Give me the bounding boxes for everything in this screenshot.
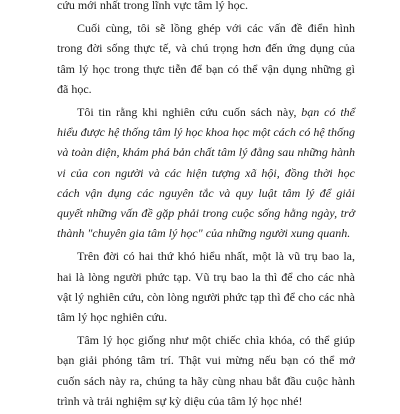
paragraph-0-text: cứu mới nhất trong lĩnh vực tâm lý học. <box>57 0 248 12</box>
paragraph-0 <box>57 0 355 15</box>
paragraph-2 <box>57 102 355 243</box>
book-page-text <box>57 0 355 414</box>
paragraph-1 <box>57 18 355 99</box>
paragraph-2-text: Tôi tin rằng khi nghiên cứu cuốn sách này, <box>77 105 302 120</box>
paragraph-1-text: Cuối cùng, tôi sẽ lồng ghép với các vấn đề điển hình trong đời sống thực tế, và chú trọng hơn đến ứng dụng của tâm lý học trong thực tiễn để bạn có thể vận dụng những gì đã học. <box>57 21 355 96</box>
paragraph-4 <box>57 330 355 411</box>
paragraph-3-text: Trên đời có hai thứ khó hiểu nhất, một là vũ trụ bao la, hai là lòng người phức tạp. Vũ trụ bao la thì để cho các nhà vật lý nghiên cứu, còn lòng người phức tạp thì để cho các nhà tâm lý học nghiên cứu. <box>57 249 355 325</box>
paragraph-3 <box>57 246 355 327</box>
paragraph-4-text: Tâm lý học giống như một chiếc chìa khóa, có thể giúp bạn giải phóng tâm trí. Thật vui mừng nếu bạn có thể mở cuốn sách này ra, chúng ta hãy cùng nhau bắt đầu cuộc hành trình và trải nghiệm sự kỳ diệu của tâm lý học nhé! <box>57 333 355 408</box>
paragraph-2-italic-text: bạn có thể hiểu được hệ thống tâm lý học khoa học một cách có hệ thống và toàn diện, khám phá bản chất tâm lý đằng sau những hành vi của con người và các hiện tượng xã hội, đồng thời học cách vận dụng các nguyên tắc và quy luật tâm lý để giải quyết những vấn đề gặp phải trong cuộc sống hằng ngày, trở thành "chuyên gia tâm lý học" của những người xung quanh. <box>57 105 355 241</box>
